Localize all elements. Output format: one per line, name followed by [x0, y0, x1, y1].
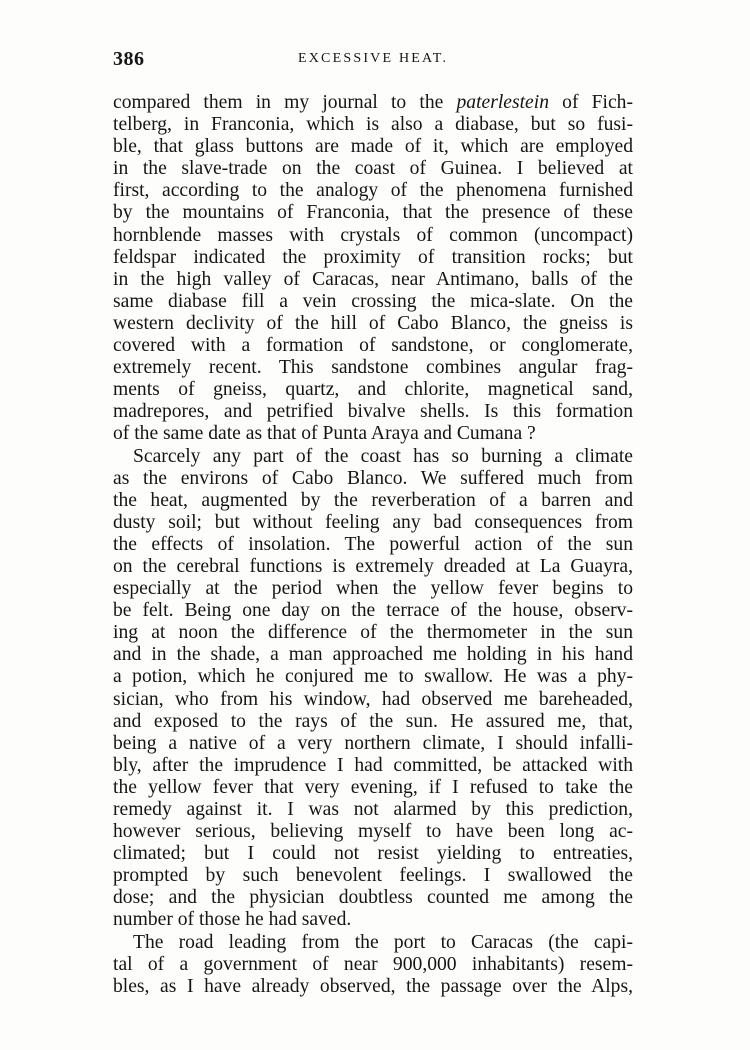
text-line: hornblende masses with crystals of common (uncompact)	[113, 224, 633, 246]
paragraph	[113, 92, 633, 446]
text-line: by the mountains of Franconia, that the presence of these	[113, 202, 633, 224]
text-line: dusty soil; but without feeling any bad consequences from	[113, 511, 633, 533]
text-line: ing at noon the difference of the thermometer in the sun	[113, 622, 633, 644]
text-line: ble, that glass buttons are made of it, which are employed	[113, 136, 633, 158]
text-line: same diabase fill a vein crossing the mica-slate. On the	[113, 290, 633, 312]
text-line: especially at the period when the yellow fever begins to	[113, 578, 633, 600]
text-line: first, according to the analogy of the phenomena furnished	[113, 180, 633, 202]
text-line: ments of gneiss, quartz, and chlorite, magnetical sand,	[113, 379, 633, 401]
paragraph	[113, 932, 633, 998]
text-line: on the cerebral functions is extremely dreaded at La Guayra,	[113, 555, 633, 577]
text-line: of the same date as that of Punta Araya and Cumana ?	[113, 423, 536, 445]
text-line: in the slave-trade on the coast of Guinea. I believed at	[113, 158, 633, 180]
text-line: Scarcely any part of the coast has so burning a climate	[133, 445, 633, 467]
text-line: telberg, in Franconia, which is also a diabase, but so fusi-	[113, 114, 633, 136]
text-line: the effects of insolation. The powerful action of the sun	[113, 533, 633, 555]
text-line: the heat, augmented by the reverberation of a barren and	[113, 489, 633, 511]
text-line: bles, as I have already observed, the passage over the Alps,	[113, 975, 633, 997]
text-line: climated; but I could not resist yielding to entreaties,	[113, 843, 633, 865]
text-line: bly, after the imprudence I had committed, be attacked with	[113, 754, 633, 776]
text-line: prompted by such benevolent feelings. I swallowed the	[113, 865, 633, 887]
page-header	[113, 48, 633, 78]
text-line: the yellow fever that very evening, if I refused to take the	[113, 776, 633, 798]
text-line: remedy against it. I was not alarmed by this prediction,	[113, 799, 633, 820]
text-line: feldspar indicated the proximity of transition rocks; but	[113, 246, 633, 268]
text-line: western declivity of the hill of Cabo Blanco, the gneiss is	[113, 312, 633, 334]
text-line: however serious, believing myself to have been long ac-	[113, 821, 633, 843]
text-line: as the environs of Cabo Blanco. We suffered much from	[113, 467, 633, 489]
text-line: being a native of a very northern climate, I should infalli-	[113, 732, 633, 754]
paragraph	[113, 446, 633, 932]
text-line: be felt. Being one day on the terrace of the house, observ-	[113, 600, 633, 622]
text-line: tal of a government of near 900,000 inhabitants) resem-	[113, 953, 633, 975]
body-text	[113, 92, 633, 998]
text-line: compared them in my journal to the paterlestein of Fich-	[113, 92, 633, 113]
text-line: and in the shade, a man approached me holding in his hand	[113, 644, 633, 666]
text-line: number of those he had saved.	[113, 909, 352, 931]
text-line: covered with a formation of sandstone, or conglomerate,	[113, 335, 633, 357]
text-line: The road leading from the port to Caracas (the capi-	[133, 931, 633, 953]
text-line: and exposed to the rays of the sun. He assured me, that,	[113, 710, 633, 732]
text-line: sician, who from his window, had observed me bareheaded,	[113, 688, 633, 710]
text-line: a potion, which he conjured me to swallow. He was a phy-	[113, 666, 633, 688]
page-number: 386	[113, 48, 145, 70]
running-head: EXCESSIVE HEAT.	[298, 51, 449, 66]
text-line: in the high valley of Caracas, near Antimano, balls of the	[113, 268, 633, 290]
text-line: extremely recent. This sandstone combines angular frag-	[113, 357, 633, 379]
text-line: dose; and the physician doubtless counted me among the	[113, 887, 633, 909]
text-line: madrepores, and petrified bivalve shells. Is this formation	[113, 401, 633, 423]
